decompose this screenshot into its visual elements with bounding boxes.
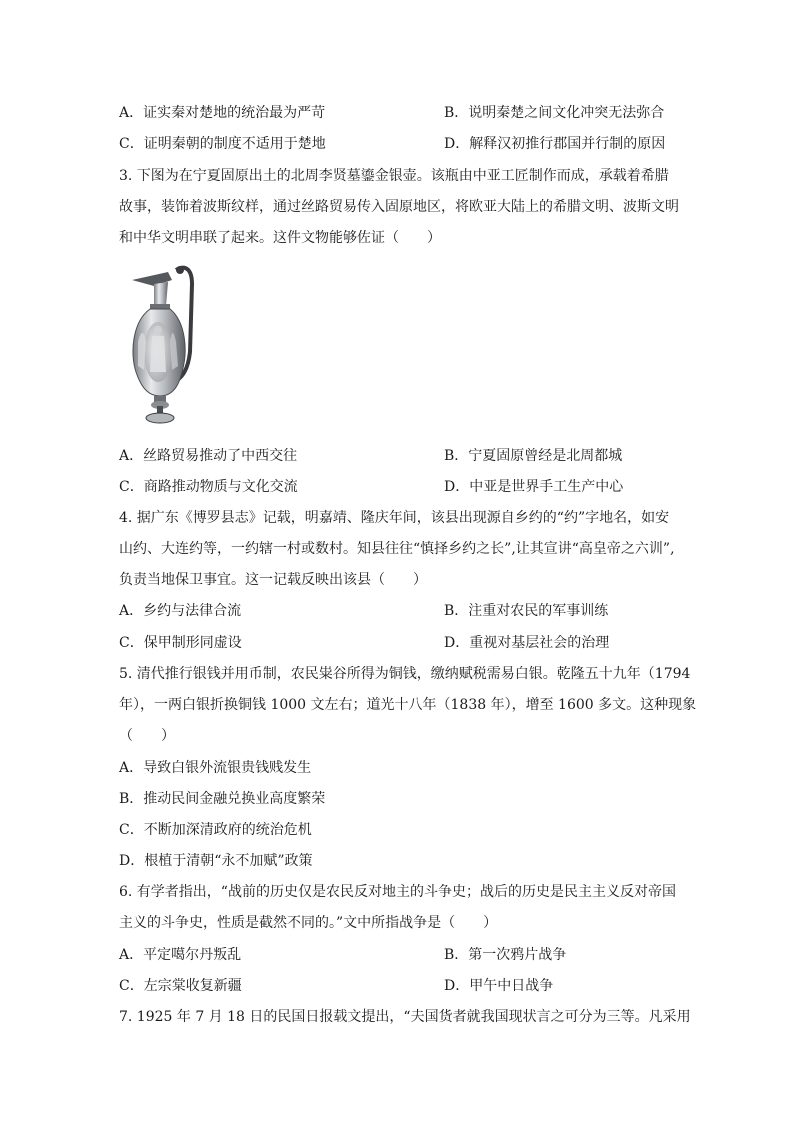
q7-stem-line-1: 7. 1925 年 7 月 18 日的民国日报载文提出，“夫国货者就我国现状言之可分为三等。凡采用 <box>119 1009 691 1025</box>
q3-stem-line-2: 故事，装饰着波斯纹样，通过丝路贸易传入固原地区，将欧亚大陆上的希腊文明、波斯文明 <box>119 199 679 215</box>
q2-option-c[interactable]: C．证明秦朝的制度不适用于楚地 <box>119 136 326 152</box>
q4-option-b[interactable]: B．注重对农民的军事训练 <box>444 603 609 619</box>
q4-stem-line-1: 4. 据广东《博罗县志》记载，明嘉靖、隆庆年间，该县出现源自乡约的“约”字地名，如安 <box>119 510 670 526</box>
q5-stem-line-3: （ ） <box>119 728 175 744</box>
q4-stem-line-3: 负责当地保卫事宜。这一记载反映出该县（ ） <box>119 572 427 588</box>
q2-option-b[interactable]: B．说明秦楚之间文化冲突无法弥合 <box>444 105 665 121</box>
q5-stem-line-1: 5. 清代推行银钱并用币制，农民粜谷所得为铜钱，缴纳赋税需易白银。乾隆五十九年（1794 <box>119 666 691 682</box>
q4-option-a[interactable]: A．乡约与法律合流 <box>119 603 242 619</box>
q2-option-d[interactable]: D．解释汉初推行郡国并行制的原因 <box>444 136 666 152</box>
q4-option-d[interactable]: D．重视对基层社会的治理 <box>444 635 610 651</box>
q5-option-d[interactable]: D．根植于清朝“永不加赋”政策 <box>119 853 313 869</box>
q6-option-a[interactable]: A．平定噶尔丹叛乱 <box>119 947 242 963</box>
q6-option-c[interactable]: C．左宗棠收复新疆 <box>119 978 242 994</box>
q6-stem-line-2: 主义的斗争史，性质是截然不同的。”文中所指战争是（ ） <box>119 915 498 931</box>
q5-option-b[interactable]: B．推动民间金融兑换业高度繁荣 <box>119 791 326 807</box>
q3-option-a[interactable]: A．丝路贸易推动了中西交往 <box>119 448 298 464</box>
q6-stem-line-1: 6. 有学者指出，“战前的历史仅是农民反对地主的斗争史；战后的历史是民主主义反对帝国 <box>119 884 676 900</box>
q3-option-b[interactable]: B．宁夏固原曾经是北周都城 <box>444 448 623 464</box>
q2-option-a[interactable]: A．证实秦对楚地的统治最为严苛 <box>119 105 326 121</box>
q4-stem-line-2: 山约、大连约等，一约辖一村或数村。知县往往“慎择乡约之长”,让其宣讲“高皇帝之六训”, <box>119 541 675 557</box>
q6-option-b[interactable]: B．第一次鸦片战争 <box>444 947 567 963</box>
q4-option-c[interactable]: C．保甲制形同虚设 <box>119 635 242 651</box>
q5-option-c[interactable]: C．不断加深清政府的统治危机 <box>119 822 312 838</box>
q5-stem-line-2: 年），一两白银折换铜钱 1000 文左右；道光十八年（1838 年），增至 1600 多文。这种现象 <box>119 697 697 713</box>
q3-stem-line-1: 3. 下图为在宁夏固原出土的北周李贤墓鎏金银壶。该瓶由中亚工匠制作而成，承载着希腊 <box>119 168 669 184</box>
q5-option-a[interactable]: A．导致白银外流银贵钱贱发生 <box>119 760 312 776</box>
q3-option-d[interactable]: D．中亚是世界手工生产中心 <box>444 479 624 495</box>
q3-stem-line-3: 和中华文明串联了起来。这件文物能够佐证（ ） <box>119 230 441 246</box>
q3-option-c[interactable]: C．商路推动物质与文化交流 <box>119 479 298 495</box>
gilded-silver-ewer-image <box>124 262 204 428</box>
q6-option-d[interactable]: D．甲午中日战争 <box>444 978 554 994</box>
